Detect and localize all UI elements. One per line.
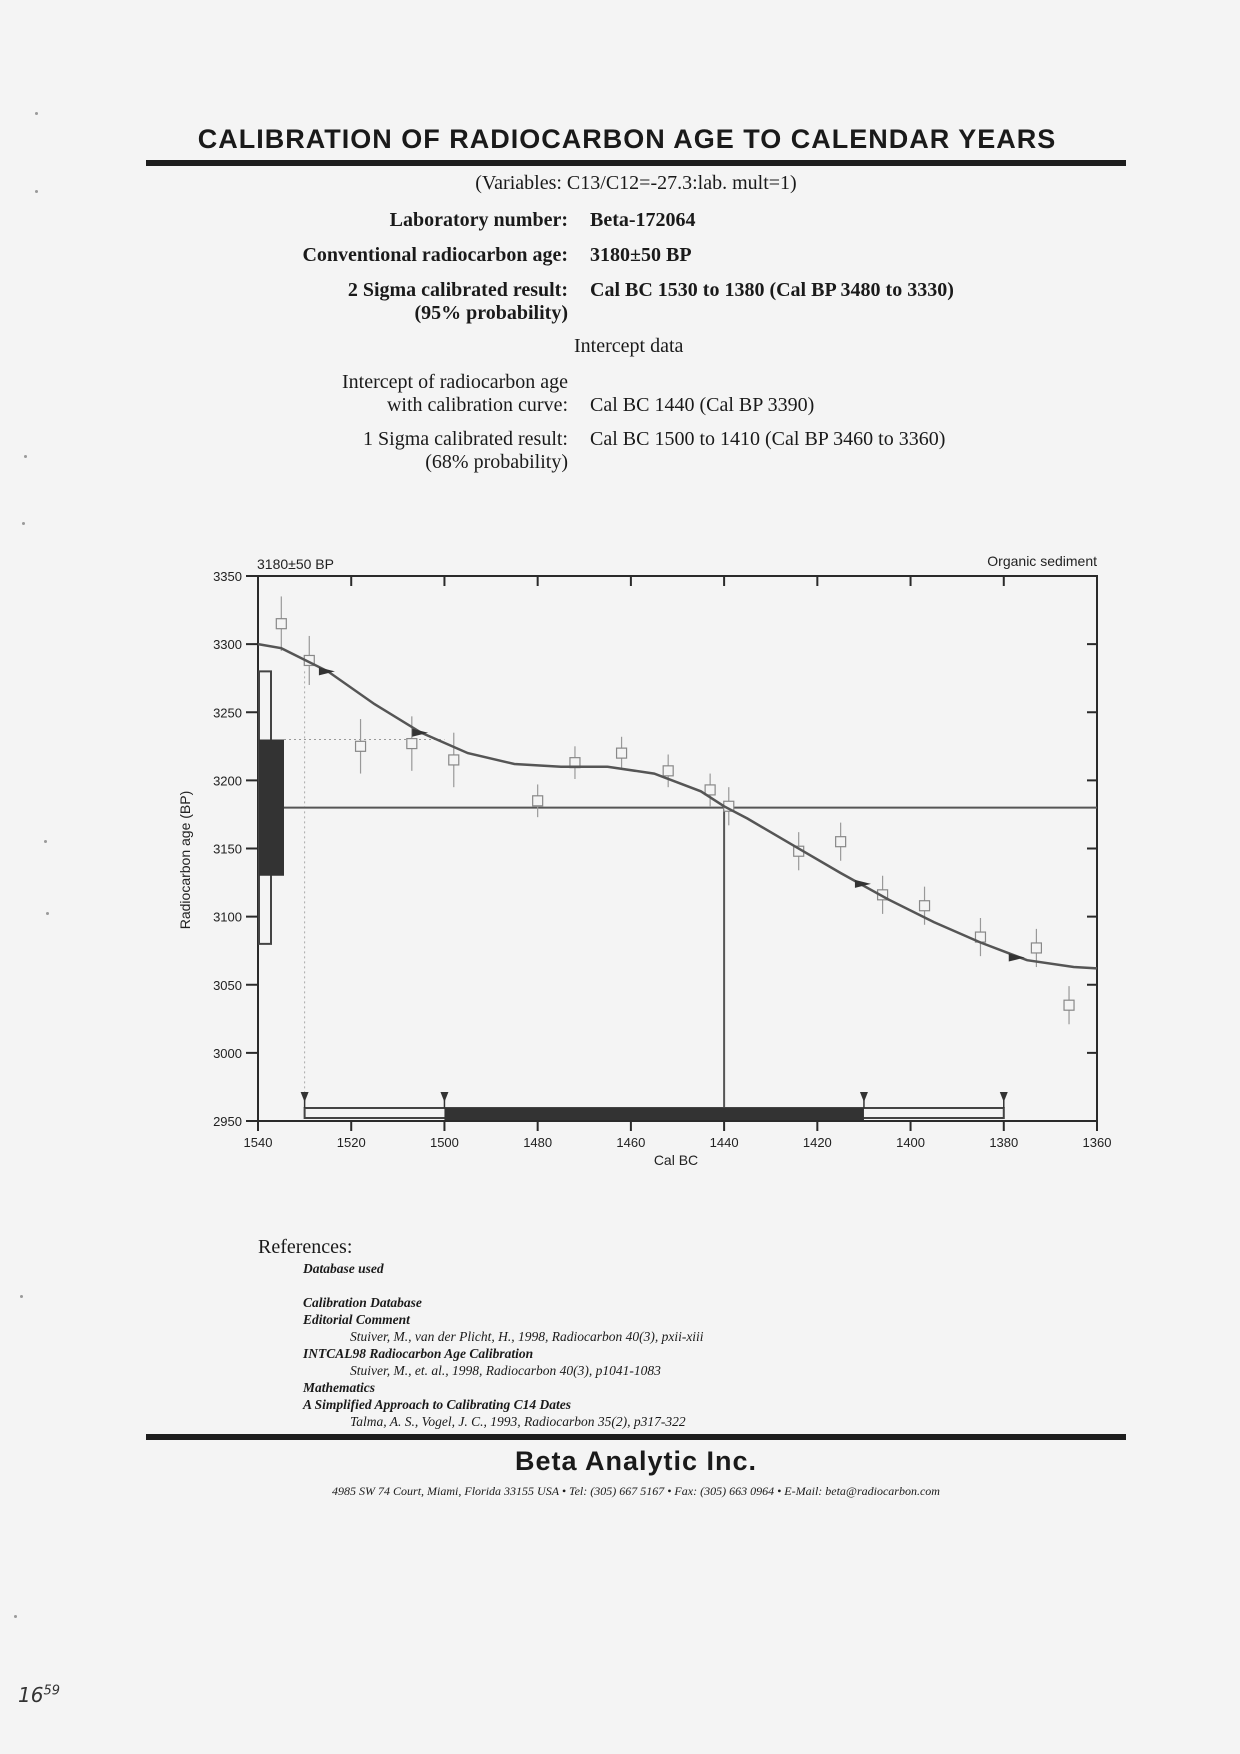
handwritten-note-sup: 59 — [43, 1683, 60, 1699]
x-tick-label: 1440 — [709, 1135, 739, 1150]
references — [258, 1236, 704, 1431]
lab-number-value: Beta-172064 — [590, 209, 696, 231]
page-title: CALIBRATION OF RADIOCARBON AGE TO CALENDAR YEARS — [197, 124, 1057, 154]
cal-range-pin-head — [1000, 1092, 1008, 1102]
header-rule — [146, 160, 1126, 166]
reference-line: A Simplified Approach to Calibrating C14 Dates — [303, 1397, 572, 1412]
y-tick-label: 3200 — [213, 773, 242, 789]
y-tick-label: 3150 — [213, 841, 242, 857]
plot-frame — [258, 576, 1097, 1121]
data-point — [533, 796, 543, 806]
y-tick-label: 3100 — [213, 909, 242, 925]
x-tick-label: 1500 — [429, 1135, 459, 1150]
cal-range-pin-head — [301, 1092, 309, 1102]
reference-line: Calibration Database — [303, 1295, 422, 1310]
x-tick-label: 1380 — [989, 1135, 1019, 1150]
y-tick-label: 3000 — [213, 1045, 242, 1061]
reference-line: Stuiver, M., van der Plicht, H., 1998, Radiocarbon 40(3), pxii-xiii — [350, 1329, 704, 1344]
x-tick-label: 1460 — [616, 1135, 646, 1150]
y-tick-label: 2950 — [213, 1114, 242, 1129]
two-sigma-label: 2 Sigma calibrated result: — [347, 279, 568, 301]
reference-line — [258, 1278, 704, 1295]
chart-title-right: Organic sediment — [987, 553, 1097, 569]
x-tick-label: 1420 — [802, 1135, 832, 1150]
y-tick-label: 3350 — [213, 569, 242, 584]
x-axis-label: Cal BC — [653, 1152, 699, 1168]
reference-line: Mathematics — [303, 1380, 376, 1395]
data-point — [449, 755, 459, 765]
scan-speck — [44, 840, 47, 843]
chart-title-left: 3180±50 BP — [257, 556, 334, 572]
calibration-chart — [0, 540, 1240, 1180]
data-point — [920, 901, 930, 911]
lab-number-label: Laboratory number: — [389, 209, 568, 231]
data-point — [1031, 943, 1041, 953]
y-axis-label: Radiocarbon age (BP) — [177, 790, 193, 930]
intercept-label-1: Intercept of radiocarbon age — [342, 371, 568, 393]
calibration-curve — [258, 644, 1097, 968]
reference-line: Stuiver, M., et. al., 1998, Radiocarbon 40(3), p1041-1083 — [350, 1363, 661, 1378]
scan-speck — [24, 455, 27, 458]
handwritten-note — [18, 1683, 60, 1707]
one-sigma-cal-bar — [444, 1108, 864, 1120]
y-tick-label: 3250 — [213, 705, 242, 721]
x-tick-label: 1480 — [523, 1135, 553, 1150]
data-point — [407, 739, 417, 749]
conv-age-value: 3180±50 BP — [590, 244, 692, 266]
reference-line: Database used — [303, 1261, 384, 1276]
one-sigma-label: 1 Sigma calibrated result: — [363, 428, 568, 450]
scan-speck — [35, 190, 38, 193]
handwritten-note-main: 16 — [18, 1683, 44, 1707]
data-point — [617, 748, 627, 758]
one-sigma-sublabel: (68% probability) — [425, 451, 568, 473]
company-address: 4985 SW 74 Court, Miami, Florida 33155 USA • Tel: (305) 667 5167 • Fax: (305) 663 0964 • E-Mail: beta@radiocarbon.com — [332, 1484, 940, 1498]
references-heading: References: — [258, 1236, 353, 1258]
footer-rule — [146, 1434, 1126, 1440]
variables-line: (Variables: C13/C12=-27.3:lab. mult=1) — [475, 172, 797, 194]
scan-speck — [20, 1295, 23, 1298]
cal-range-pin-head — [860, 1092, 868, 1102]
scan-speck — [14, 1615, 17, 1618]
x-tick-label: 1520 — [336, 1135, 366, 1150]
reference-line: Talma, A. S., Vogel, J. C., 1993, Radiocarbon 35(2), p317-322 — [350, 1414, 686, 1429]
y-tick-label: 3050 — [213, 977, 242, 993]
scan-speck — [46, 912, 49, 915]
conv-age-label: Conventional radiocarbon age: — [302, 244, 568, 266]
two-sigma-value: Cal BC 1530 to 1380 (Cal BP 3480 to 3330) — [590, 279, 954, 301]
x-tick-label: 1360 — [1082, 1135, 1112, 1150]
one-sigma-value: Cal BC 1500 to 1410 (Cal BP 3460 to 3360) — [590, 428, 946, 450]
y-tick-label: 3300 — [213, 637, 242, 653]
two-sigma-sublabel: (95% probability) — [414, 302, 568, 324]
reference-line: Editorial Comment — [303, 1312, 410, 1327]
intercept-data-heading: Intercept data — [574, 335, 684, 357]
data-point — [836, 837, 846, 847]
scan-speck — [35, 112, 38, 115]
data-point — [663, 766, 673, 776]
curve-marker — [1009, 954, 1025, 962]
x-tick-label: 1400 — [896, 1135, 926, 1150]
reference-line: INTCAL98 Radiocarbon Age Calibration — [303, 1346, 534, 1361]
intercept-value: Cal BC 1440 (Cal BP 3390) — [590, 394, 815, 416]
references-list — [258, 1261, 704, 1431]
data-point — [276, 619, 286, 629]
cal-range-pin-head — [440, 1092, 448, 1102]
intercept-label-2: with calibration curve: — [386, 394, 568, 416]
data-point — [705, 785, 715, 795]
scan-speck — [22, 522, 25, 525]
data-point — [356, 741, 366, 751]
company-name: Beta Analytic Inc. — [514, 1446, 758, 1476]
data-point — [1064, 1000, 1074, 1010]
x-tick-label: 1540 — [243, 1135, 273, 1150]
one-sigma-age-box — [259, 740, 284, 876]
